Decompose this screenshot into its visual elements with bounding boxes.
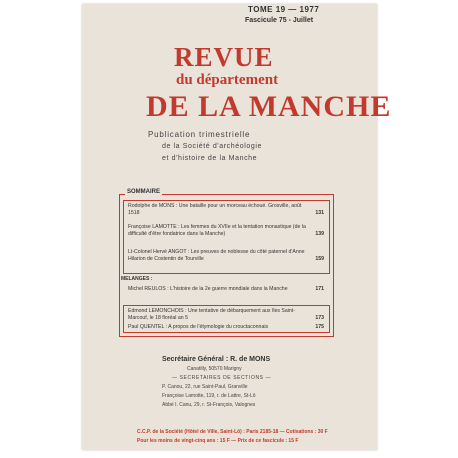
toc-entry-text: Lt-Colonel Hervé ANGOT : Les preuves de noblesse du côté paternel d'Anne Hilarion de Costentin de Tourville [128,249,305,262]
toc-entry-page: 175 [315,324,324,330]
fascicule-label: Fascicule 75 - Juillet [245,17,314,24]
toc-entry [128,224,324,237]
section-secretary-1: P. Canou, 22, rue Saint-Paul, Granville [162,384,248,390]
toc-entry-page: 173 [315,314,324,321]
title-revue: REVUE [174,42,274,72]
toc-entry-page: 171 [315,286,324,292]
toc-entry [128,324,324,331]
publisher-line-1: Publication trimestrielle [148,130,251,139]
toc-entry [128,286,324,293]
section-secretary-2: Françoise Lamotte, 119, r. de Lattre, St-Lô [162,393,256,399]
publisher-line-2: de la Société d'archéologie [162,143,263,150]
toc-entry-text: Paul QUENTEL : A propos de l'étymologie du crouctaconnais [128,324,269,330]
toc-entry-text: Edmond LEMONCHOIS : Une tentative de débarquement aux îles Saint-Marcouf, le 18 floréal an 5 [128,308,295,321]
toc-entry-page: 139 [315,230,324,237]
sections-heading: — SECRETAIRES DE SECTIONS — [172,375,272,381]
secretary-address: Canatilly, 50570 Marigny [187,366,242,372]
footer-line-1: C.C.P. de la Société (Hôtel de Ville, Saint-Lô) : Paris 2185-18 — Cotisations : 30 F [137,429,328,435]
footer-line-2: Pour les moins de vingt-cinq ans : 15 F — Prix de ce fascicule : 15 F [137,438,299,444]
melanges-label: MELANGES : [121,276,153,282]
toc-entry-text: Rodolphe de MONS : Une bataille pour un morceau échoué. Grosville, août 1518 [128,203,302,216]
publisher-line-3: et d'histoire de la Manche [162,155,258,162]
sommaire-label: SOMMAIRE [127,189,160,195]
toc-entry [128,308,324,321]
toc-entry [128,249,324,262]
toc-entry [128,203,324,216]
title-du-departement: du département [176,72,279,88]
toc-entry-page: 159 [315,255,324,262]
journal-cover [82,4,392,450]
toc-entry-text: Françoise LAMOTTE : Les femmes du XVIIe et la tentation monastique (de la difficulté d'être fondatrice dans la Manche) [128,224,306,237]
toc-entry-text: Michel REULOS : L'histoire de la 2e guerre mondiale dans la Manche [128,286,288,292]
tome-label: TOME 19 — 1977 [248,5,320,14]
title-de-la-manche: DE LA MANCHE [146,90,392,123]
toc-entry-page: 131 [315,209,324,216]
section-secretary-3: Abbé I. Canu, 29, r. St-François, Valognes [162,402,256,408]
secretary-general: Secrétaire Général : R. de MONS [162,356,271,363]
